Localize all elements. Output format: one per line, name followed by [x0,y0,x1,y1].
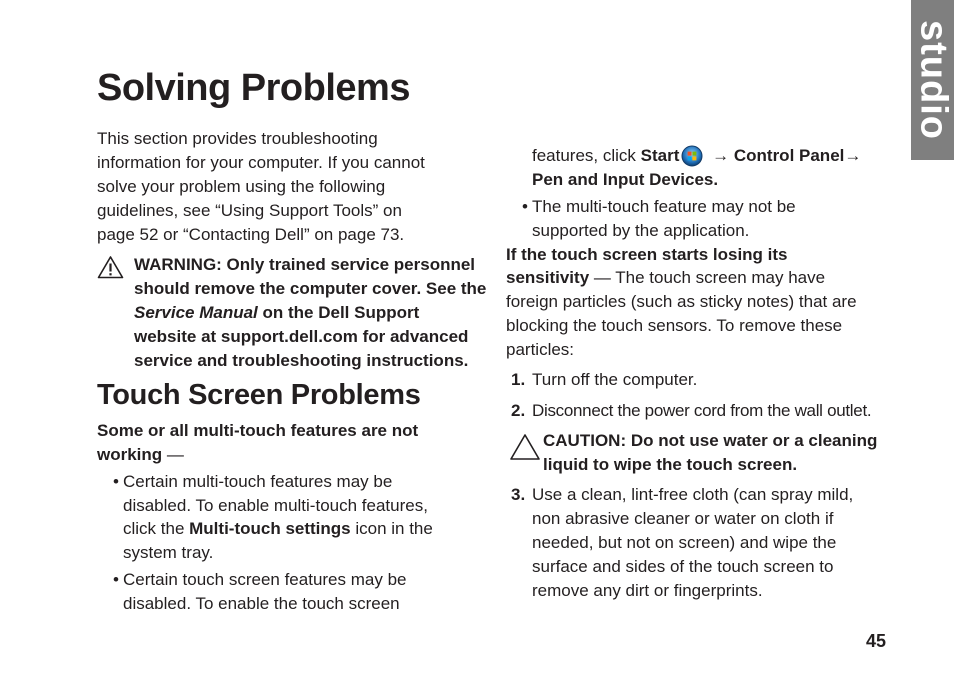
intro-line-5: page 52 or “Contacting Dell” on page 73. [97,225,405,244]
service-manual-title: Service Manual [134,303,258,322]
bullet-3-line-2: supported by the application. [532,221,750,240]
bullet-2-line-1 [113,568,407,592]
step-1-text: Turn off the computer. [532,370,698,389]
multitouch-heading-line-2 [97,443,184,467]
warning-line-3 [134,301,419,325]
caution-line-2: liquid to wipe the touch screen. [543,455,798,474]
bullet-2-text-1: Certain touch screen features may be [123,570,407,589]
bullet-2-line-2: disabled. To enable the touch screen [123,594,400,613]
bullet-1-text-3-post: icon in the [350,519,433,538]
step-3-line-1: Use a clean, lint-free cloth (can spray mild, [532,485,854,504]
warning-line-5: service and troubleshooting instructions. [134,351,469,370]
caution-triangle-icon [509,433,541,461]
multitouch-heading-dash: — [162,445,184,464]
multitouch-settings-label: Multi-touch settings [189,519,351,538]
step-1-number: 1. [511,370,526,389]
bullet-2-text-3-pre: features, click [532,146,641,165]
bullet-1-text-3-pre: click the [123,519,190,538]
bullet-dot: • [522,197,528,216]
bullet-1-line-1 [113,470,393,494]
side-tab-label: studio [912,20,954,140]
step-3-line-3: needed, but not on screen) and wipe the [532,533,837,552]
step-3-line-5: remove any dirt or fingerprints. [532,581,763,600]
warning-triangle-icon [97,255,124,279]
caution-line-1: CAUTION: Do not use water or a cleaning [543,431,878,450]
pen-input-devices-label: Pen and Input Devices. [532,170,719,189]
multitouch-heading-working: working [97,445,163,464]
control-panel-label: Control Panel [733,146,845,165]
step-3-line-4: surface and sides of the touch screen to [532,557,834,576]
step-3-number: 3. [511,485,526,504]
bullet-3-text-1: The multi-touch feature may not be [532,197,796,216]
page-title: Solving Problems [97,67,410,109]
multitouch-heading-line-1: Some or all multi-touch features are not [97,421,419,440]
step-2-text: Disconnect the power cord from the wall outlet. [532,401,872,420]
bullet-dot: • [113,570,119,589]
side-tab [911,0,954,160]
sensitivity-line-5: particles: [506,340,575,359]
section-heading: Touch Screen Problems [97,379,421,411]
arrow-2: → [844,146,862,165]
warning-line-2: should remove the computer cover. See the [134,279,487,298]
bullet-1-line-2: disabled. To enable multi-touch features, [123,496,428,515]
arrow-1: → [712,146,730,165]
windows-start-orb-icon [681,145,703,167]
warning-line-1: WARNING: Only trained service personnel [134,255,476,274]
sensitivity-line-2 [506,266,825,290]
step-3-line-2: non abrasive cleaner or water on cloth if [532,509,834,528]
bullet-dot: • [113,472,119,491]
sensitivity-word: sensitivity [506,268,590,287]
bullet-1-text-1: Certain multi-touch features may be [123,472,393,491]
intro-line-1: This section provides troubleshooting [97,129,378,148]
warning-line-4: website at support.dell.com for advanced [134,327,469,346]
sensitivity-line-4: blocking the touch sensors. To remove these [506,316,843,335]
sensitivity-line-3: foreign particles (such as sticky notes) that are [506,292,857,311]
warning-line-3-rest: on the Dell Support [257,303,420,322]
intro-line-3: solve your problem using the following [97,177,386,196]
intro-line-2: information for your computer. If you cannot [97,153,425,172]
page-number: 45 [866,631,887,651]
sensitivity-line-2-rest: — The touch screen may have [589,268,826,287]
intro-line-4: guidelines, see “Using Support Tools” on [97,201,402,220]
bullet-1-line-3 [123,517,433,541]
bullet-1-line-4: system tray. [123,543,214,562]
start-label: Start [640,146,680,165]
bullet-3-line-1 [522,195,796,219]
sensitivity-heading-line-1: If the touch screen starts losing its [506,245,788,264]
step-2-number: 2. [511,401,526,420]
bullet-2-line-3 [532,144,861,168]
